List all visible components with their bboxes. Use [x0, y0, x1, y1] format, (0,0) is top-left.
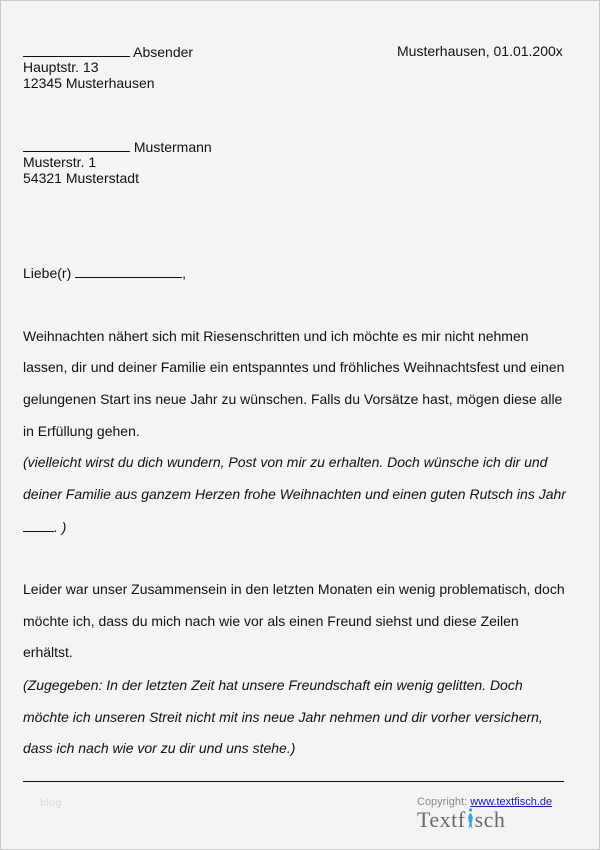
recipient-street: Musterstr. 1 [23, 154, 97, 170]
sender-label: Absender [133, 44, 194, 60]
sender-name-line [23, 43, 193, 60]
logo-text-part2: sch [474, 807, 506, 832]
salutation [23, 264, 186, 281]
copyright-link[interactable]: www.textfisch.de [470, 796, 553, 808]
paragraph2-line: erhältst. [23, 644, 73, 660]
paragraph2-italic-line: (Zugegeben: In der letzten Zeit hat unsere Freundschaft ein wenig gelitten. Doch [23, 677, 523, 693]
paragraph1-line: gelungenen Start ins neue Jahr zu wünschen. Falls du Vorsätze hast, mögen diese alle [23, 391, 563, 407]
salutation-suffix: , [182, 265, 187, 281]
recipient-name-blank [23, 138, 130, 152]
paragraph2-line: möchte ich, dass du mich nach wie vor als einen Freund siehst und diese Zeilen [23, 613, 519, 629]
copyright-label: Copyright: [417, 796, 468, 808]
sender-name-blank [23, 43, 130, 57]
paragraph1-italic-suffix: . ) [54, 519, 67, 535]
recipient-city: 54321 Musterstadt [23, 170, 139, 186]
date-line: Musterhausen, 01.01.200x [397, 43, 563, 59]
sender-city: 12345 Musterhausen [23, 75, 155, 91]
paragraph2-italic-line: dass ich nach wie vor zu dir und uns stehe.) [23, 740, 296, 756]
recipient-name-line [23, 138, 212, 155]
paragraph2-italic-line: möchte ich unseren Streit nicht mit ins neue Jahr nehmen und dir vorher versichern, [23, 709, 543, 725]
textfisch-logo [417, 807, 505, 833]
salutation-prefix: Liebe(r) [23, 265, 72, 281]
paragraph1-line: Weihnachten nähert sich mit Riesenschritten und ich möchte es mir nicht nehmen [23, 328, 529, 344]
paragraph1-italic-line: deiner Familie aus ganzem Herzen frohe Weihnachten und einen guten Rutsch ins Jahr [23, 486, 566, 502]
salutation-name-blank [75, 264, 182, 278]
watermark-blog: blog [40, 798, 62, 809]
year-blank [23, 518, 54, 532]
recipient-label: Mustermann [133, 139, 212, 155]
sender-street: Hauptstr. 13 [23, 59, 99, 75]
footer-separator [23, 781, 564, 782]
paragraph1-italic-line: (vielleicht wirst du dich wundern, Post von mir zu erhalten. Doch wünsche ich dir und [23, 454, 548, 470]
paragraph2-line: Leider war unser Zusammensein in den letzten Monaten ein wenig problematisch, doch [23, 581, 565, 597]
logo-text-part1: Textf [417, 807, 466, 832]
paragraph1-line: in Erfüllung gehen. [23, 423, 140, 439]
paragraph1-line: lassen, dir und deiner Familie ein entspanntes und fröhliches Weihnachtsfest und einen [23, 359, 565, 375]
paragraph1-italic-last-line [23, 518, 66, 535]
fish-icon [466, 809, 475, 831]
